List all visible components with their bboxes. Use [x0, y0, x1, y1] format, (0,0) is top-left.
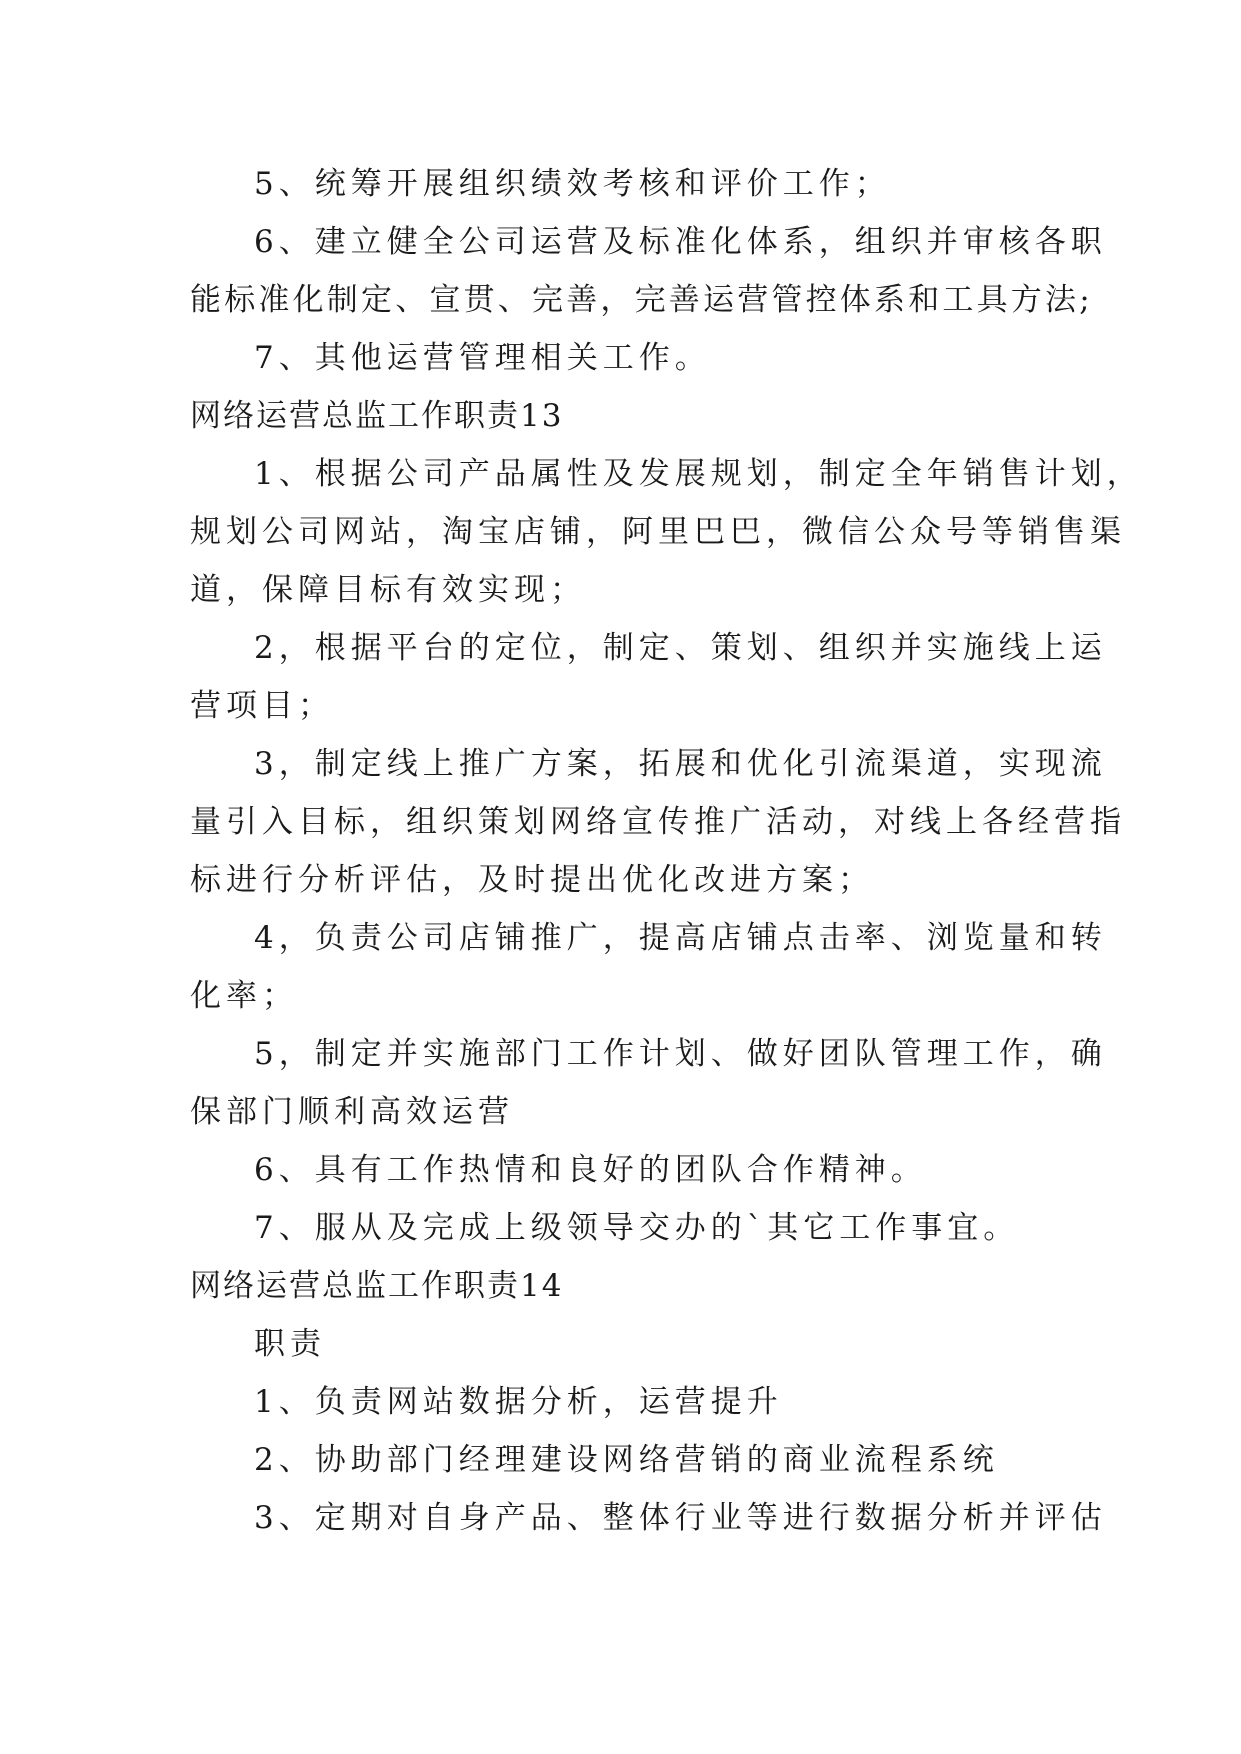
- text-line: 3、定期对自身产品、整体行业等进行数据分析并评估: [254, 1500, 1107, 1536]
- text-line: 标进行分析评估，及时提出优化改进方案；: [190, 862, 874, 898]
- text-line: 2、协助部门经理建设网络营销的商业流程系统: [254, 1442, 999, 1478]
- text-line: 营项目；: [190, 688, 334, 724]
- text-line: 化率；: [190, 978, 298, 1014]
- text-line: 量引入目标，组织策划网络宣传推广活动，对线上各经营指: [190, 804, 1126, 840]
- text-line: 规划公司网站，淘宝店铺，阿里巴巴，微信公众号等销售渠: [190, 514, 1126, 550]
- text-line: 2，根据平台的定位，制定、策划、组织并实施线上运: [254, 630, 1107, 666]
- text-line: 1、根据公司产品属性及发展规划，制定全年销售计划，: [254, 456, 1143, 492]
- text-line: 6、建立健全公司运营及标准化体系，组织并审核各职: [254, 224, 1107, 260]
- section-heading: 网络运营总监工作职责13: [190, 398, 564, 434]
- text-line: 1、负责网站数据分析，运营提升: [254, 1384, 783, 1420]
- text-line: 5，制定并实施部门工作计划、做好团队管理工作，确: [254, 1036, 1107, 1072]
- section-heading: 网络运营总监工作职责14: [190, 1268, 564, 1304]
- text-line: 6、具有工作热情和良好的团队合作精神。: [254, 1152, 927, 1188]
- text-line: 道，保障目标有效实现；: [190, 572, 586, 608]
- text-line: 7、其他运营管理相关工作。: [254, 340, 711, 376]
- text-line: 保部门顺利高效运营: [190, 1094, 514, 1130]
- text-line: 5、统筹开展组织绩效考核和评价工作；: [254, 166, 891, 202]
- text-line: 3，制定线上推广方案，拓展和优化引流渠道，实现流: [254, 746, 1107, 782]
- text-line: 7、服从及完成上级领导交办的`其它工作事宜。: [254, 1210, 1020, 1246]
- subheading: 职责: [254, 1326, 326, 1362]
- text-line: 能标准化制定、宣贯、完善，完善运营管控体系和工具方法;: [190, 282, 1093, 318]
- text-line: 4，负责公司店铺推广，提高店铺点击率、浏览量和转: [254, 920, 1107, 956]
